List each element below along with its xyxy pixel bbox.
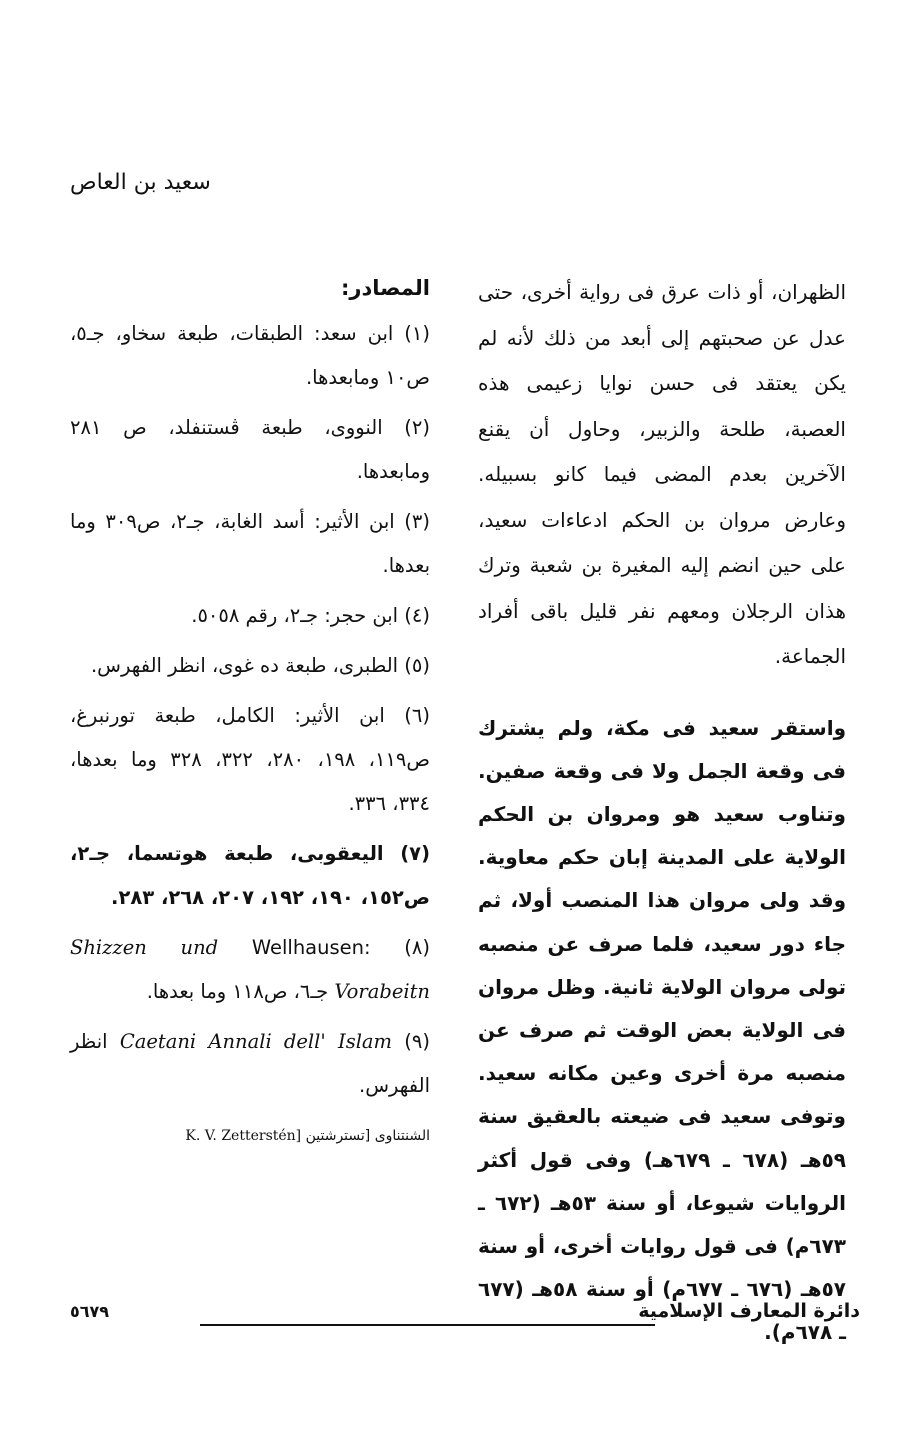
main-text-column	[478, 270, 846, 1355]
source-item-7: (٧) اليعقوبى، طبعة هوتسما، جـ٢، ص١٥٢، ١٩٠، ١٩٢، ٢٠٧، ٢٦٨، ٢٨٣.	[70, 842, 430, 909]
source-item-8	[70, 926, 430, 1014]
source-item-1: (١) ابن سعد: الطبقات، طبعة سخاو، جـ٥، ص١٠ ومابعدها.	[70, 322, 430, 389]
source-item-2: (٢) النووى، طبعة ڤستنفلد، ص ٢٨١ ومابعدها.	[70, 416, 430, 483]
sources-column	[70, 270, 430, 1150]
source-item-9-title: Caetani Annali dell' Islam	[119, 1030, 393, 1053]
source-item-3: (٣) ابن الأثير: أسد الغابة، جـ٢، ص٣٠٩ وما بعدها.	[70, 510, 430, 577]
source-item-9-reference: انظر الفهرس.	[70, 1030, 430, 1097]
running-title: سعيد بن العاص	[70, 170, 211, 195]
source-item-6: (٦) ابن الأثير: الكامل، طبعة تورنبرغ، ص١١٩، ١٩٨، ٢٨٠، ٣٢٢، ٣٢٨ وما بعدها، ٣٣٤، ٣٣٦.	[70, 704, 430, 815]
source-item-8-number: (٨)	[370, 936, 430, 959]
source-item-4: (٤) ابن حجر: جـ٢، رقم ٥٠٥٨.	[191, 604, 430, 627]
footer-rule	[200, 1324, 655, 1326]
source-item-8-author: Wellhausen:	[251, 936, 371, 959]
sources-heading: المصادر:	[340, 276, 430, 300]
source-item-9	[70, 1020, 430, 1108]
body-paragraph-2: واستقر سعيد فى مكة، ولم يشترك فى وقعة الجمل ولا فى وقعة صفين. وتناوب سعيد هو ومروان بن الحكم الولاية على المدينة إبان حكم معاوية. وقد ولى مروان هذا المنصب أولا، ثم جاء دور سعيد، فلما صرف عن منصبه تولى مروان الولاية ثانية. وظل مروان فى الولاية بعض الوقت ثم صرف عن منصبه مرة أخرى وعين مكانه سعيد. وتوفى سعيد فى ضيعته بالعقيق سنة ٥٩هـ (٦٧٨ ـ ٦٧٩هـ) وفى قول أكثر الروايات شيوعا، أو سنة ٥٣هـ (٦٧٢ ـ ٦٧٣م) فى قول روايات أخرى، أو سنة ٥٧هـ (٦٧٦ ـ ٦٧٧م) أو سنة ٥٨هـ (٦٧٧ ـ ٦٧٨م).	[478, 715, 847, 1345]
signature-latin: K. V. Zetterstén]	[185, 1128, 302, 1144]
page-footer	[70, 1300, 860, 1340]
signature-arabic: الشنتناوى [تسترشتين	[305, 1128, 430, 1144]
source-item-8-reference: جـ٦، ص١١٨ وما بعدها.	[146, 980, 335, 1003]
source-item-5: (٥) الطبرى، طبعة ده غوى، انظر الفهرس.	[90, 654, 430, 677]
source-item-8-title: Shizzen und Vorabeitn	[70, 936, 430, 1003]
page-number: ٥٦٧٩	[70, 1302, 110, 1321]
footer-title: دائرة المعارف الإسلامية	[638, 1300, 860, 1322]
source-item-9-number: (٩)	[392, 1030, 430, 1053]
paragraph-spacer	[478, 680, 846, 707]
author-signature	[70, 1122, 430, 1150]
body-paragraph-1: الظهران، أو ذات عرق فى رواية أخرى، حتى عدل عن صحبتهم إلى أبعد من ذلك لأنه لم يكن يعتقد فى حسن نوايا زعيمى هذه العصبة، طلحة والزبير، وحاول أن يقنع الآخرين بعدم المضى فيما كانو بسبيله. وعارض مروان بن الحكم ادعاءات سعيد، على حين انضم إليه المغيرة بن شعبة وترك هذان الرجلان ومعهم نفر قليل باقى أفراد الجماعة.	[478, 280, 846, 668]
